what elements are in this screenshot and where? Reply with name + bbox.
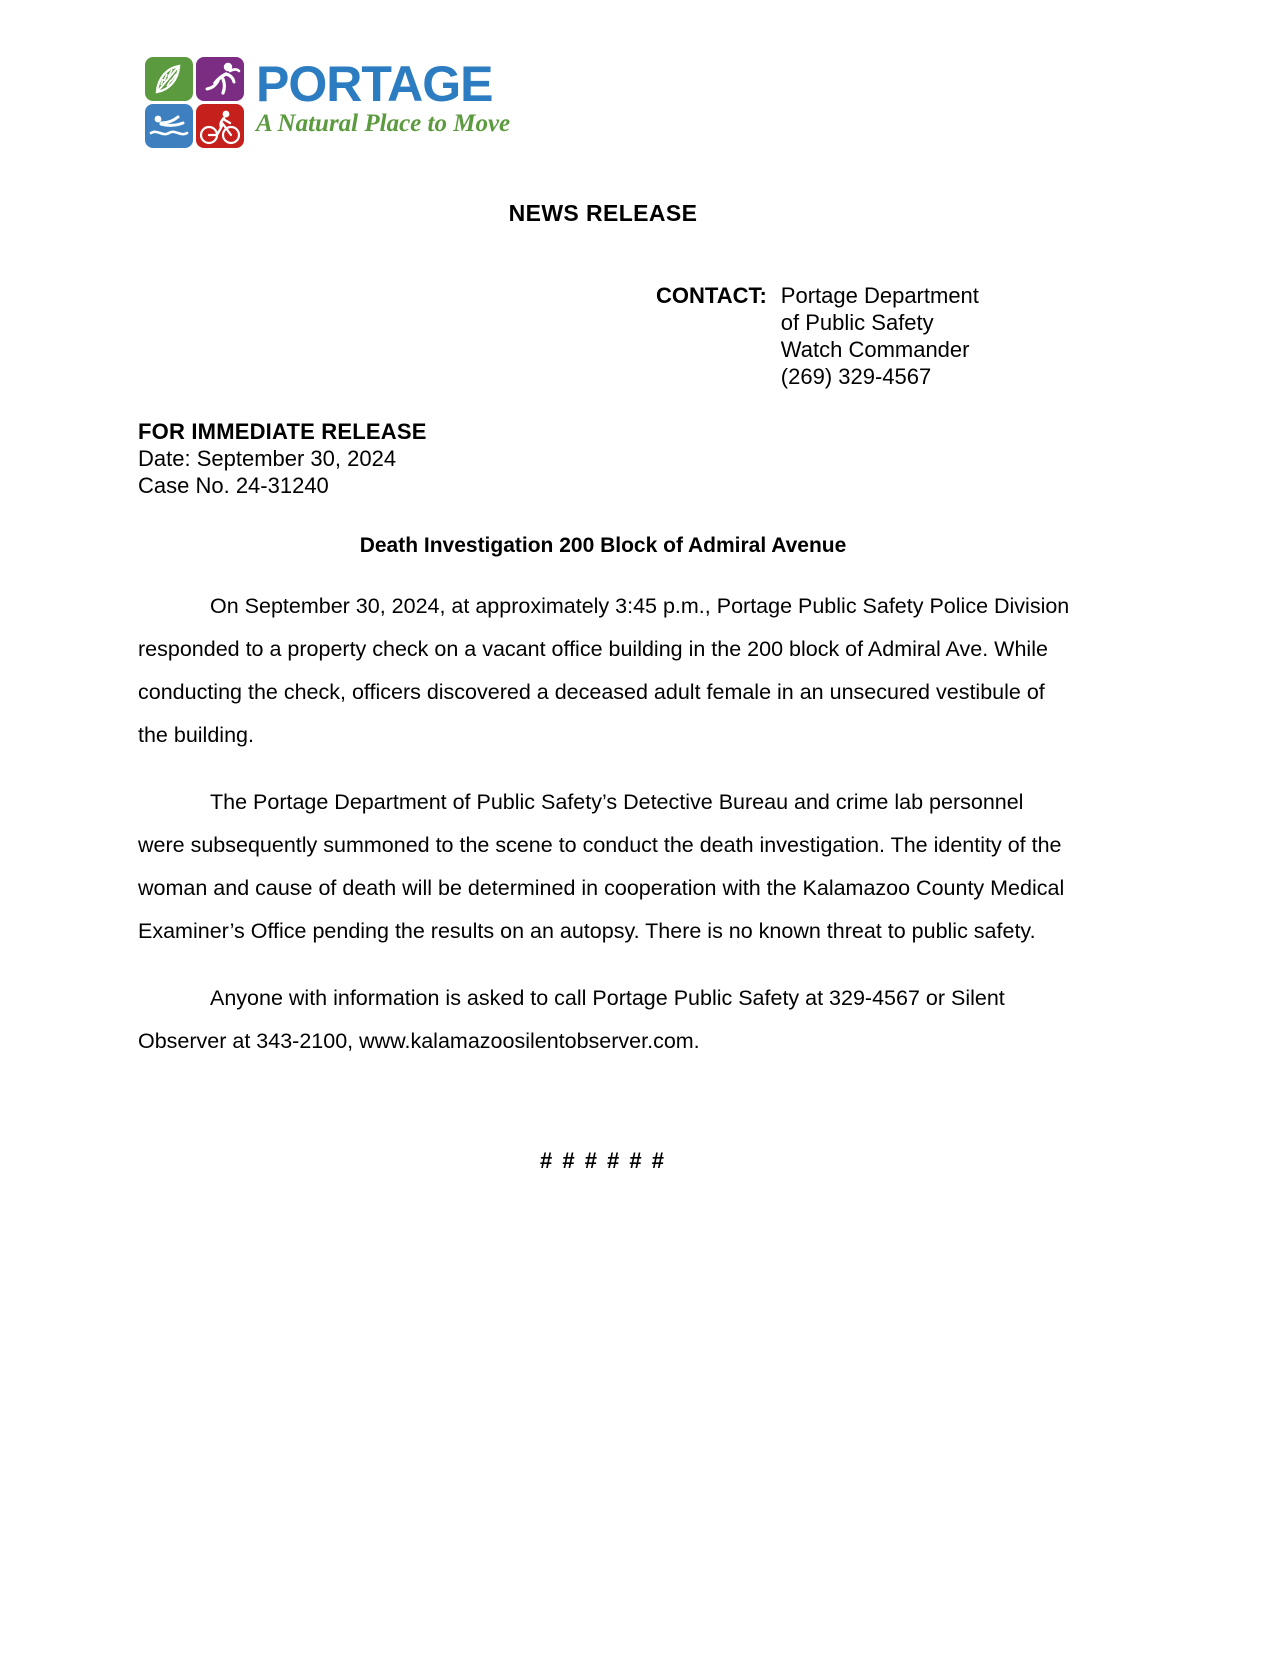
logo-icon-grid bbox=[145, 57, 244, 148]
release-date: Date: September 30, 2024 bbox=[138, 446, 397, 471]
cyclist-icon bbox=[196, 104, 244, 148]
contact-details bbox=[781, 282, 979, 390]
logo-tagline: A Natural Place to Move bbox=[256, 110, 511, 137]
contact-line-division: of Public Safety bbox=[780, 310, 934, 335]
article-headline: Death Investigation 200 Block of Admiral Avenue bbox=[359, 534, 847, 557]
leaf-icon bbox=[145, 57, 193, 101]
release-case-number: Case No. 24-31240 bbox=[138, 473, 329, 498]
end-mark: # # # # # # bbox=[540, 1148, 666, 1173]
contact-block bbox=[656, 282, 979, 390]
contact-line-role: Watch Commander bbox=[780, 337, 970, 362]
release-info-block bbox=[138, 418, 427, 499]
logo-wordmark-group bbox=[256, 57, 510, 138]
swimmer-icon bbox=[145, 104, 193, 148]
article-body bbox=[138, 585, 1070, 1063]
logo-wordmark: PORTAGE bbox=[256, 56, 493, 112]
release-heading: FOR IMMEDIATE RELEASE bbox=[138, 419, 427, 444]
page-title: NEWS RELEASE bbox=[508, 200, 698, 226]
contact-line-department: Portage Department bbox=[780, 283, 979, 308]
document-content bbox=[138, 0, 1068, 1662]
contact-line-phone: (269) 329-4567 bbox=[780, 364, 932, 389]
runner-icon bbox=[196, 57, 244, 101]
portage-logo bbox=[145, 57, 510, 148]
body-paragraph: Anyone with information is asked to call Portage Public Safety at 329-4567 or Silent Observer at 343-2100, www.kalamazoosilentobserver.com. bbox=[138, 986, 1005, 1053]
body-paragraph: The Portage Department of Public Safety’s Detective Bureau and crime lab personnel were subsequently summoned to the scene to conduct the death investigation. The identity of the woman and cause of death will be determined in cooperation with the Kalamazoo County Medical Examiner’s Office pending the results on an autopsy. There is no known threat to public safety. bbox=[138, 790, 1065, 943]
contact-label: CONTACT: bbox=[656, 283, 767, 308]
body-paragraph: On September 30, 2024, at approximately 3:45 p.m., Portage Public Safety Police Division responded to a property check on a vacant office building in the 200 block of Admiral Ave. While conducting the check, officers discovered a deceased adult female in an unsecured vestibule of the building. bbox=[138, 594, 1070, 747]
